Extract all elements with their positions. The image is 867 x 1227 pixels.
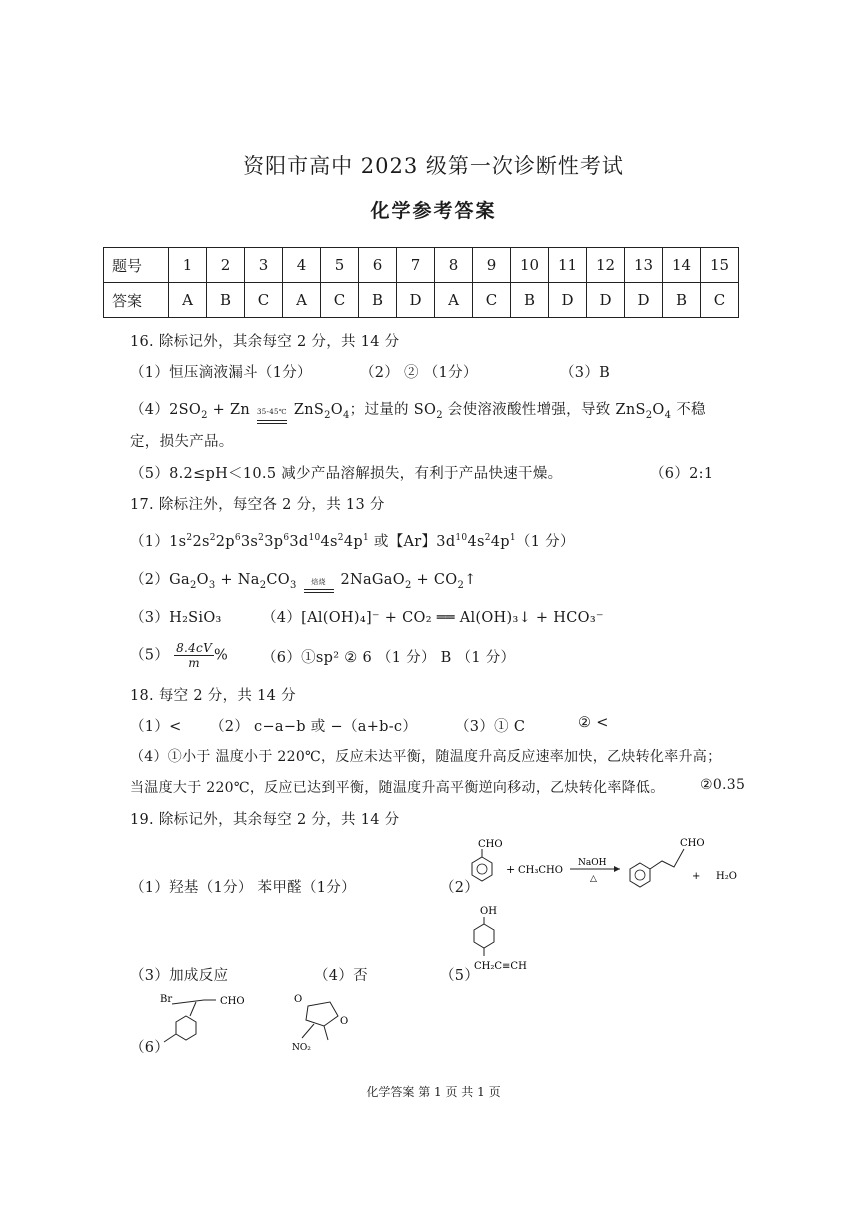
page-title: 资阳市高中 2023 级第一次诊断性考试 (243, 154, 624, 178)
page-subtitle: 化学参考答案 (370, 200, 497, 222)
row-label-numbers: 题号 (104, 248, 169, 283)
o-label: O (340, 1016, 349, 1027)
question-number: 10 (511, 248, 549, 283)
percent-unit: % (214, 647, 229, 664)
q17-1-score: （1 分） (515, 534, 575, 550)
q18-answer-3: （3）① C (455, 719, 526, 735)
question-number: 15 (701, 248, 739, 283)
question-number: 14 (663, 248, 701, 283)
cinnamaldehyde-ring (630, 863, 650, 887)
q16-answer-3: （3）B (560, 365, 611, 381)
q18-heading: 18. 每空 2 分，共 14 分 (130, 688, 296, 704)
question-number: 2 (207, 248, 245, 283)
answer-cell: D (397, 283, 435, 318)
q16-4-text2: 会使溶液酸性增强，导致 ZnS (447, 402, 646, 418)
oh-label: OH (480, 906, 497, 917)
aldol-reaction-scheme (460, 835, 760, 895)
nitro-diketone-structure (284, 988, 364, 1058)
reaction-condition: 35-45℃ (255, 408, 289, 416)
answer-cell: C (321, 283, 359, 318)
q16-4-product: ZnS (293, 402, 325, 418)
acetaldehyde-label: CH₃CHO (518, 865, 563, 876)
question-number: 6 (359, 248, 397, 283)
q19-heading: 19. 除标记外，其余每空 2 分，共 14 分 (130, 812, 400, 828)
q19-answer-3: （3）加成反应 (130, 968, 229, 984)
naoh-label: NaOH (578, 858, 607, 868)
answer-cell: C (245, 283, 283, 318)
water-label: H₂O (716, 871, 737, 882)
answer-row (104, 283, 739, 318)
q17-2-lead: （2）Ga (130, 572, 190, 588)
bromo-cinnamaldehyde-structure (150, 988, 260, 1058)
question-number-row (104, 248, 739, 283)
cho-label: CHO (680, 838, 705, 849)
answer-cell: B (359, 283, 397, 318)
q18-answer-4-end: ②0.35 (700, 777, 746, 793)
q16-answer-5: （5）8.2≤pH＜10.5 减少产品溶解损失，有利于产品快速干燥。 (130, 466, 563, 482)
propargyl-label: CH₂C≡CH (474, 961, 527, 972)
question-number: 4 (283, 248, 321, 283)
reaction-condition: 焙烧 (302, 577, 336, 587)
question-number: 11 (549, 248, 587, 283)
q16-answer-2: （2） ② （1分） (360, 365, 478, 381)
answer-cell: D (625, 283, 663, 318)
q17-heading: 17. 除标注外，每空各 2 分，共 13 分 (130, 497, 385, 513)
q18-answer-3b: ② < (578, 715, 609, 731)
q18-answer-4-line1: （4）①小于 温度小于 220℃，反应未达平衡，随温度升高反应速率加快，乙炔转化率升高； (130, 749, 722, 765)
q16-answer-6: （6）2:1 (650, 466, 714, 482)
question-number: 3 (245, 248, 283, 283)
answer-cell: A (435, 283, 473, 318)
q16-answer-1: （1）恒压滴液漏斗（1分） (130, 365, 312, 381)
delta-label: △ (590, 874, 597, 884)
answer-cell: B (207, 283, 245, 318)
plus-sign: + (692, 871, 701, 882)
q17-answer-1: $(1)1s^22s^22p^63s^23p^63d^{10}4s^24p^1$ 或【Ar】$3d^{10}4s^24p^1(1$ 分） (130, 533, 575, 550)
q19-answer-4: （4）否 (314, 968, 368, 984)
q17-5-label: （5） (130, 647, 170, 664)
q17-answer-2: $(2)Ga_2O_3 + Na_2CO_3$ 焙烧 2NaGaO$_2$ + $CO_2↑$ (130, 572, 477, 591)
q16-answer-4-cont: 定，损失产品。 (130, 434, 234, 450)
cho-label: CHO (478, 839, 503, 850)
q17-1-alt: 或【Ar】3d (373, 534, 456, 550)
question-number: 9 (473, 248, 511, 283)
answer-table (103, 247, 739, 318)
answer-cell: D (587, 283, 625, 318)
q17-answer-6: （6）①sp² ② 6 （1 分） B （1 分） (262, 650, 516, 666)
row-label-answers: 答案 (104, 283, 169, 318)
answer-cell: C (701, 283, 739, 318)
br-label: Br (160, 994, 173, 1005)
plus-sign: + (506, 863, 516, 876)
q19-answer-6-label: （6） (130, 1040, 170, 1056)
q18-answer-4-line2: 当温度大于 220℃，反应已达到平衡，随温度升高平衡逆向移动，乙炔转化率降低。 (130, 780, 665, 796)
o-label: O (294, 994, 303, 1005)
question-number: 1 (169, 248, 207, 283)
answer-cell: A (283, 283, 321, 318)
no2-label: NO₂ (292, 1043, 311, 1053)
answer-cell: A (169, 283, 207, 318)
answer-cell: B (663, 283, 701, 318)
q19-answer-2-label: （2） (440, 880, 480, 896)
propargyl-phenol-structure (466, 900, 546, 980)
q19-answer-1: （1）羟基（1分） 苯甲醛（1分） (130, 880, 356, 896)
cho-label: CHO (220, 996, 245, 1007)
fraction-numerator: 8.4cV (176, 641, 213, 655)
q16-4-lead: （4）2SO (130, 402, 202, 418)
q16-answer-4: $(4)2SO_2 + Zn$ 35-45℃ $ZnS_2O_4$；过量的 $SO_2$ 会使溶液酸性增强，导致 $ZnS_2O_4$ 不稳 (130, 402, 706, 421)
fraction-denominator: m (188, 656, 200, 670)
benzaldehyde-ring (472, 857, 492, 881)
q17-answer-5 (130, 641, 228, 670)
question-number: 8 (435, 248, 473, 283)
q18-answer-1: （1）< (130, 719, 182, 735)
q16-heading: 16. 除标记外，其余每空 2 分，共 14 分 (130, 334, 400, 350)
question-number: 12 (587, 248, 625, 283)
fraction (174, 641, 214, 670)
q17-1-config: （1）1s (130, 534, 187, 550)
question-number: 5 (321, 248, 359, 283)
answer-cell: B (511, 283, 549, 318)
q19-answer-5-label: （5） (440, 968, 480, 984)
question-number: 7 (397, 248, 435, 283)
q16-4-text3: 不稳 (676, 402, 706, 418)
q17-answer-4: （4）[Al(OH)₄]⁻ + CO₂ ══ Al(OH)₃↓ + HCO₃⁻ (262, 610, 604, 626)
q18-answer-2: （2） c−a−b 或 −（a+b-c） (210, 719, 418, 735)
page-footer: 化学答案 第 1 页 共 1 页 (366, 1085, 501, 1099)
question-number: 13 (625, 248, 663, 283)
answer-cell: D (549, 283, 587, 318)
answer-cell: C (473, 283, 511, 318)
q16-4-text: ；过量的 SO (349, 402, 437, 418)
q17-answer-3: （3）H₂SiO₃ (130, 610, 222, 626)
